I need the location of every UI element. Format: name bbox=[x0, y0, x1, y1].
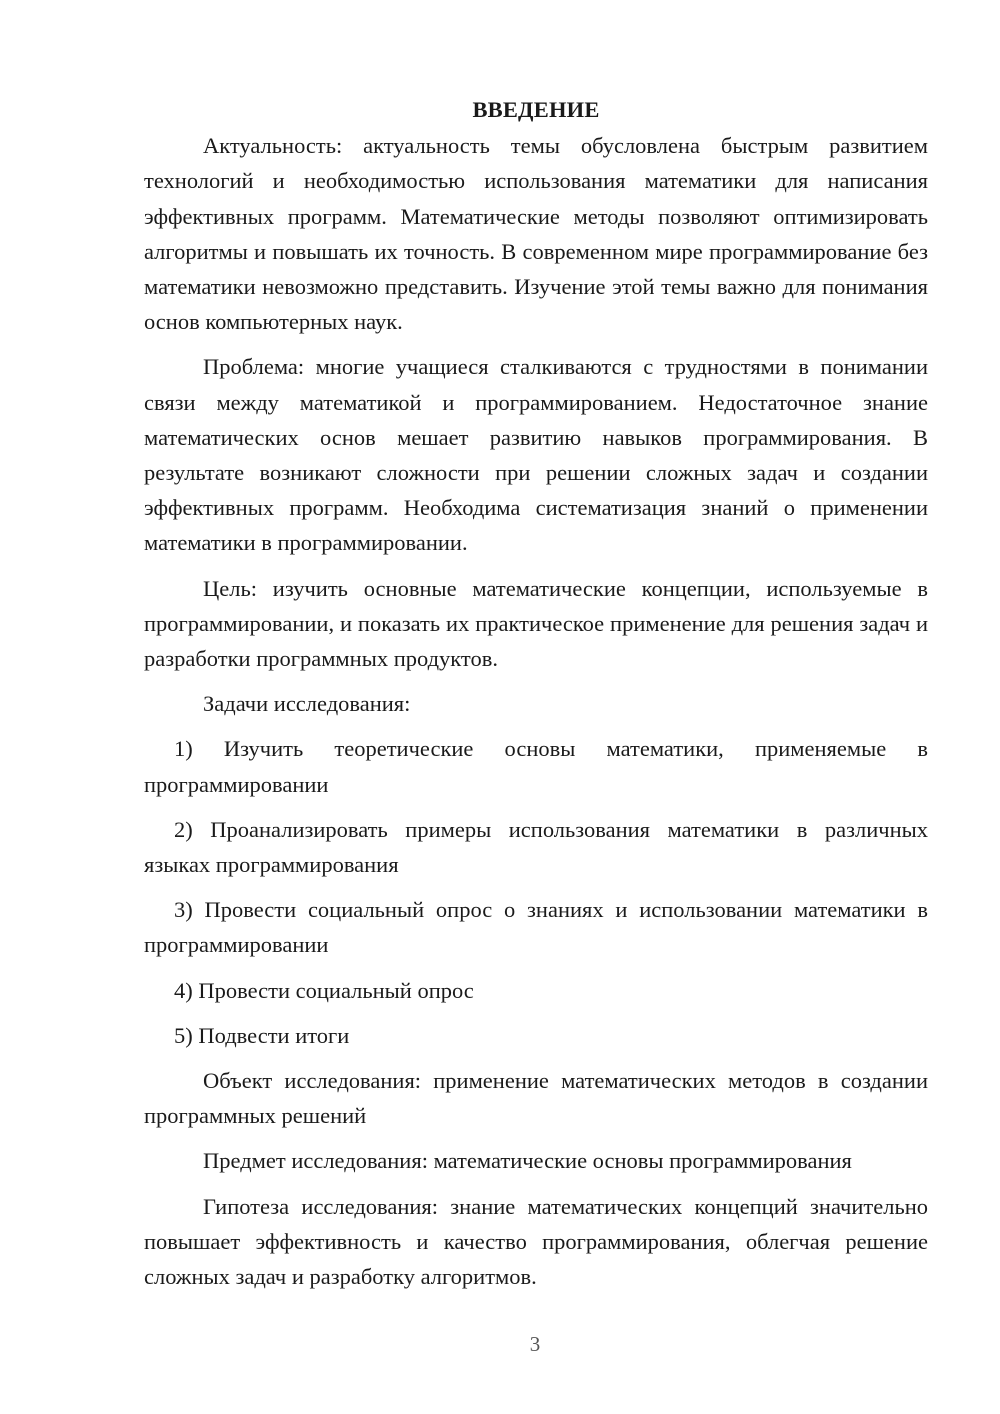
tasks-list bbox=[144, 731, 928, 1053]
paragraph-problem: Проблема: многие учащиеся сталкиваются с трудностями в понимании связи между математикой и программированием. Недостаточное знание математических основ мешает развитию навыков программирования. В результате возникают сложности при решении сложных задач и создании эффективных программ. Необходима систематизация знаний о применении математики в программировании. bbox=[144, 354, 928, 556]
paragraph-hypothesis: Гипотеза исследования: знание математических концепций значительно повышает эффективность и качество программирования, облегчая решение сложных задач и разработку алгоритмов. bbox=[144, 1193, 928, 1290]
list-item: 3) Провести социальный опрос о знаниях и использовании математики в программировании bbox=[144, 897, 928, 958]
paragraph-object: Объект исследования: применение математических методов в создании программных решений bbox=[144, 1068, 928, 1129]
paragraph-goal: Цель: изучить основные математические концепции, используемые в программировании, и показать их практическое применение для решения задач и разработки программных продуктов. bbox=[144, 575, 928, 672]
list-item: 4) Провести социальный опрос bbox=[174, 977, 474, 1003]
section-title: ВВЕДЕНИЕ bbox=[472, 97, 600, 122]
list-item: 1) Изучить теоретические основы математики, применяемые в программировании bbox=[144, 736, 928, 797]
document-page bbox=[144, 92, 928, 1294]
paragraph-subject: Предмет исследования: математические основы программирования bbox=[203, 1148, 852, 1174]
list-item: 5) Подвести итоги bbox=[174, 1022, 350, 1048]
paragraph-relevance: Актуальность: актуальность темы обусловлена быстрым развитием технологий и необходимостью использования математики для написания эффективных программ. Математические методы позволяют оптимизировать алгоритмы и повышать их точность. В современном мире программирование без математики невозможно представить. Изучение этой темы важно для понимания основ компьютерных наук. bbox=[144, 133, 928, 335]
list-item: 2) Проанализировать примеры использования математики в различных языках программирования bbox=[144, 816, 928, 878]
page-number: 3 bbox=[529, 1332, 541, 1356]
tasks-heading: Задачи исследования: bbox=[203, 691, 411, 717]
